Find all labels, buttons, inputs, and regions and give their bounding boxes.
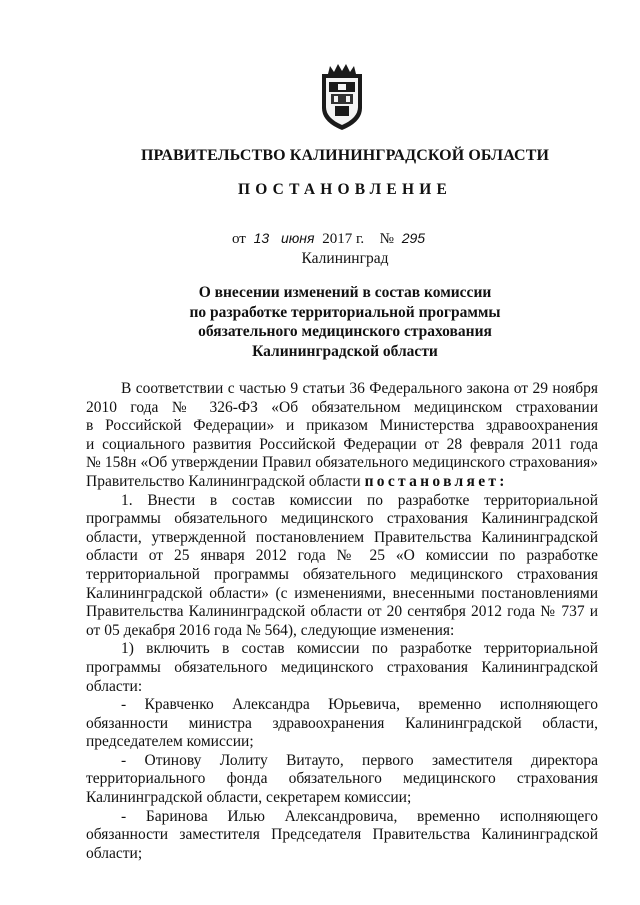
date-month: июня xyxy=(280,230,315,246)
number-sign: № xyxy=(379,231,394,247)
body-line: 1. Внести в состав комиссии по разработке территориальной xyxy=(121,491,598,509)
subject-line: по разработке территориальной программы xyxy=(189,303,501,321)
date-number-line xyxy=(232,230,429,248)
body-line: Калининградской области, секретарем комиссии; xyxy=(86,789,412,807)
body-line: в Российской Федерации» и приказом Министерства здравоохранения xyxy=(86,417,598,435)
subject-line: обязательного медицинского страхования xyxy=(198,323,492,340)
date-year: 2017 г. xyxy=(322,231,365,247)
body-line: от 05 декабря 2016 года № 564), следующие изменения: xyxy=(86,621,455,639)
body-line: Калининградской области» (с изменениями, внесенными постановлениями xyxy=(86,584,598,602)
body-line xyxy=(86,473,598,492)
document-subject xyxy=(0,283,640,361)
body-line: В соответствии с частью 9 статьи 36 Федерального закона от 29 ноября xyxy=(121,380,598,397)
document-type: ПОСТАНОВЛЕНИЕ xyxy=(237,181,453,198)
body-line: обязанности заместителя Председателя Правительства Калининградской xyxy=(86,826,598,844)
document-number: 295 xyxy=(401,230,426,246)
body-line: № 158н «Об утверждении Правил обязательного медицинского страхования» xyxy=(86,454,598,472)
body-line: - Кравченко Александра Юрьевича, временно исполняющего xyxy=(121,696,598,714)
government-name: Правительство Калининградской области xyxy=(86,472,361,490)
document-body xyxy=(86,380,598,863)
subject-line: О внесении изменений в состав комиссии xyxy=(198,284,492,301)
body-line: обязанности министра здравоохранения Калининградской области, xyxy=(86,714,598,732)
body-line: области, утвержденной постановлением Правительства Калининградской xyxy=(86,528,598,546)
body-line: председателем комиссии; xyxy=(86,733,254,751)
organization-title: ПРАВИТЕЛЬСТВО КАЛИНИНГРАДСКОЙ ОБЛАСТИ xyxy=(140,147,550,164)
subject-line: Калининградской области xyxy=(252,342,438,360)
city-name: Калининград xyxy=(301,250,389,267)
body-line: - Отинову Лолиту Витауто, первого заместителя директора xyxy=(121,751,598,769)
body-line: - Баринова Илью Александровича, временно исполняющего xyxy=(121,807,598,825)
body-line: программы обязательного медицинского страхования Калининградской xyxy=(86,510,598,528)
body-line: Правительства Калининградской области от 20 сентября 2012 года № 737 и xyxy=(86,603,598,621)
resolves-word: постановляет: xyxy=(364,472,508,490)
body-line: 2010 года № 326-ФЗ «Об обязательном медицинском страховании xyxy=(86,398,598,416)
date-prefix: от xyxy=(232,231,246,247)
body-line: территориальной программы обязательного медицинского страхования xyxy=(86,565,598,583)
body-line: программы обязательного медицинского страхования Калининградской xyxy=(86,658,598,676)
body-line: области: xyxy=(86,677,143,695)
body-line: и социального развития Российской Федерации от 28 февраля 2011 года xyxy=(86,435,598,453)
body-line: 1) включить в состав комиссии по разработке территориальной xyxy=(121,640,598,658)
body-line: территориального фонда обязательного медицинского страхования xyxy=(86,770,598,788)
body-line: области от 25 января 2012 года № 25 «О комиссии по разработке xyxy=(86,547,598,565)
body-line: области; xyxy=(86,844,143,862)
coat-of-arms-emblem xyxy=(316,60,368,132)
date-day: 13 xyxy=(253,230,270,246)
